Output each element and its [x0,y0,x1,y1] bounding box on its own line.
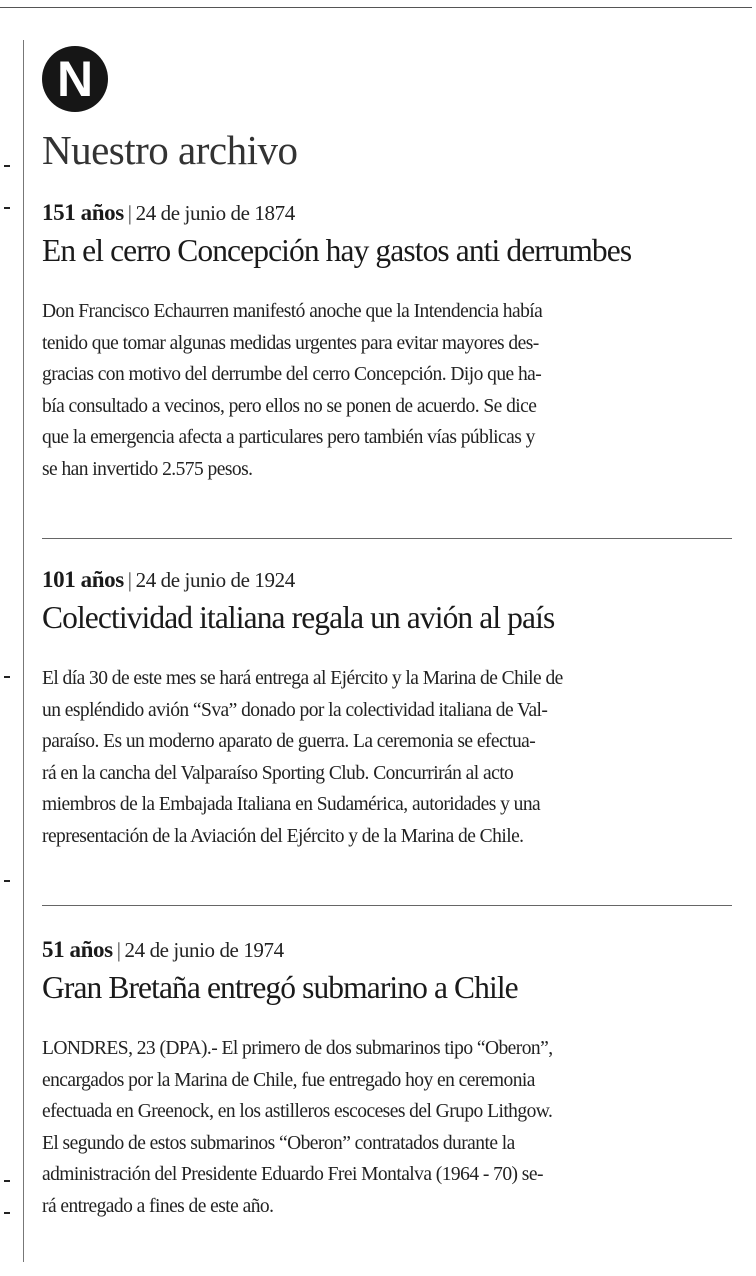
margin-mark [4,676,10,678]
body-line: Don Francisco Echaurren manifestó anoche que la Intendencia había [42,301,543,322]
body-line: tenido que tomar algunas medidas urgentes para evitar mayores des- [42,332,539,354]
archive-article [42,935,732,1222]
article-meta [42,198,732,228]
margin-mark [4,880,10,882]
article-headline: Colectividad italiana regala un avión al país [42,600,555,635]
article-body [42,296,732,485]
article-headline: Gran Bretaña entregó submarino a Chile [42,970,518,1005]
body-line: rá entregado a fines de este año. [42,1195,274,1217]
article-headline: En el cerro Concepción hay gastos anti derrumbes [42,233,632,268]
article-meta [42,565,732,595]
body-line: representación de la Aviación del Ejército y de la Marina de Chile. [42,825,524,847]
meta-separator: | [127,568,132,592]
margin-mark [4,207,10,209]
body-line: bía consultado a vecinos, pero ellos no se ponen de acuerdo. Se dice [42,395,537,417]
body-line: un espléndido avión “Sva” donado por la colectividad italiana de Val- [42,699,548,721]
body-line: LONDRES, 23 (DPA).- El primero de dos submarinos tipo “Oberon”, [42,1038,553,1059]
meta-separator: | [127,201,132,225]
article-divider [42,538,732,539]
body-line: El día 30 de este mes se hará entrega al Ejército y la Marina de Chile de [42,668,563,689]
years-ago: 51 años [42,937,113,962]
body-line: se han invertido 2.575 pesos. [42,458,253,480]
article-divider [42,905,732,906]
article-date: 24 de junio de 1874 [135,201,295,225]
body-line: rá en la cancha del Valparaíso Sporting Club. Concurrirán al acto [42,762,514,784]
meta-separator: | [116,938,121,962]
article-date: 24 de junio de 1924 [135,568,295,592]
body-line: efectuada en Greenock, en los astilleros escoceses del Grupo Lithgow. [42,1101,553,1122]
years-ago: 101 años [42,567,124,592]
margin-mark [4,1212,10,1214]
top-rule [0,7,752,8]
article-date: 24 de junio de 1974 [124,938,284,962]
body-line: administración del Presidente Eduardo Frei Montalva (1964 - 70) se- [42,1164,543,1185]
margin-mark [4,1180,10,1182]
body-line: miembros de la Embajada Italiana en Sudamérica, autoridades y una [42,794,541,815]
body-line: gracias con motivo del derrumbe del cerro Concepción. Dijo que ha- [42,364,542,385]
body-line: paraíso. Es un moderno aparato de guerra. La ceremonia se efectua- [42,731,536,752]
section-header [42,46,732,174]
body-line: encargados por la Marina de Chile, fue entregado hoy en ceremonia [42,1069,535,1091]
years-ago: 151 años [42,200,124,225]
margin-mark [4,165,10,167]
section-badge-icon: N [42,46,108,112]
article-body [42,1033,732,1222]
archive-article [42,198,732,485]
article-body [42,663,732,852]
archive-article [42,565,732,852]
body-line: que la emergencia afecta a particulares pero también vías públicas y [42,427,535,448]
section-title: Nuestro archivo [42,127,298,173]
article-meta [42,935,732,965]
column-divider [23,40,24,1262]
body-line: El segundo de estos submarinos “Oberon” contratados durante la [42,1132,515,1154]
